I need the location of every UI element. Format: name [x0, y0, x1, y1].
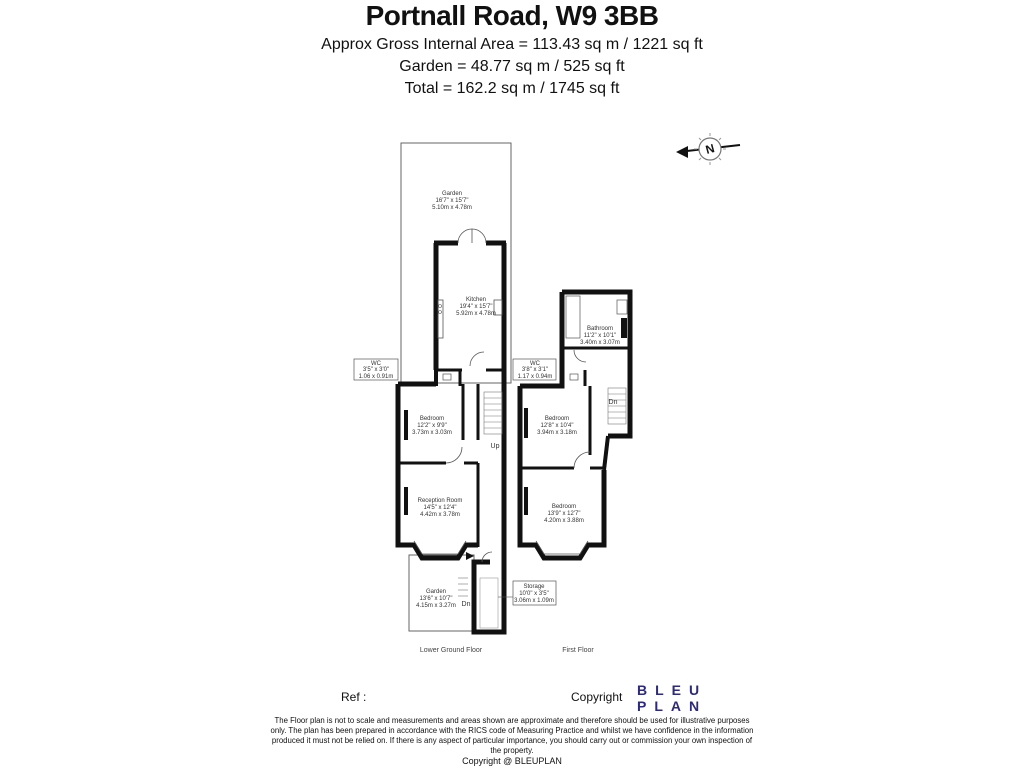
room-label-text: 1.06 x 0.91m	[358, 374, 394, 380]
room-label-text: 5.10m x 4.78m	[432, 205, 472, 211]
floor-label-first: First Floor	[562, 647, 594, 654]
room-label-text: Garden	[441, 191, 463, 197]
room-label-text: 3.73m x 3.03m	[412, 430, 452, 436]
room-label-text: 3.40m x 3.07m	[580, 340, 620, 346]
property-title: Portnall Road, W9 3BB	[365, 0, 659, 31]
room-label-reception	[418, 498, 463, 518]
room-label-text: Bedroom	[551, 504, 577, 510]
room-label-text: 4.15m x 3.27m	[416, 603, 456, 609]
room-label-text: Bedroom	[419, 416, 445, 422]
room-label-text: 11'2" x 10'1"	[583, 333, 617, 339]
room-label-text: 12'8" x 10'4"	[540, 423, 574, 429]
room-label-text: Bedroom	[544, 416, 570, 422]
copyright-bottom: Copyright @ BLEUPLAN	[462, 756, 562, 766]
room-label-text: WC	[371, 361, 381, 367]
ref-label: Ref :	[341, 690, 367, 704]
stairs-up-label: Up	[490, 443, 500, 450]
room-label-text: 12'2" x 9'9"	[417, 423, 447, 429]
stairs-down-label-first: Dn	[608, 399, 618, 406]
room-label-text: 3.94m x 3.18m	[537, 430, 577, 436]
bleuplan-logo	[637, 682, 707, 714]
room-label-text: Garden	[425, 589, 447, 595]
stairs-down-label-lower: Dn	[461, 601, 471, 608]
room-label-text: 3.06m x 1.09m	[514, 598, 554, 604]
room-label-bedroom-first-rear	[537, 416, 577, 436]
north-arrow-icon	[676, 133, 740, 165]
room-label-text: 3'5" x 3'0"	[362, 367, 390, 373]
gross-area-line: Approx Gross Internal Area = 113.43 sq m / 1221 sq ft	[321, 36, 703, 53]
copyright-label: Copyright	[571, 690, 623, 704]
room-label-text: Kitchen	[465, 297, 487, 303]
room-label-text: 13'6" x 10'7"	[419, 596, 453, 602]
room-label-text: Bathroom	[586, 326, 614, 332]
room-label-text: 16'7" x 15'7"	[435, 198, 469, 204]
total-area-line: Total = 162.2 sq m / 1745 sq ft	[404, 80, 620, 97]
room-label-bathroom	[580, 326, 620, 346]
room-label-text: 4.20m x 3.88m	[544, 518, 584, 524]
room-label-text: 4.42m x 3.78m	[420, 512, 460, 518]
logo-line-2: PLAN	[637, 698, 708, 714]
garden-area-line: Garden = 48.77 sq m / 525 sq ft	[399, 58, 625, 75]
room-label-text: 10'0" x 3'5"	[519, 591, 549, 597]
floor-label-lower: Lower Ground Floor	[419, 647, 483, 654]
room-label-text: 13'9" x 12'7"	[547, 511, 581, 517]
room-label-text: 1.17 x 0.94m	[517, 374, 553, 380]
room-label-text: 3'8" x 3'1"	[521, 367, 549, 373]
logo-line-1: BLEU	[637, 682, 708, 698]
room-label-text: WC	[530, 361, 540, 367]
rear-garden-outline	[401, 143, 511, 383]
room-label-text: Reception Room	[417, 498, 463, 504]
compass-letter: N	[704, 141, 716, 157]
room-label-text: 5.92m x 4.78m	[456, 311, 496, 317]
room-label-text: Storage	[523, 584, 545, 590]
room-label-text: 14'5" x 12'4"	[423, 505, 457, 511]
room-label-bedroom-lower	[412, 416, 452, 436]
disclaimer-text: The Floor plan is not to scale and measurements and areas shown are approximate and therefore should be used for illustrative purposes only. The plan has been prepared in accordance with the RICS code of Measuring Practice and whilst we have confidence in the information produced it must not be relied on. If there is any aspect of particular importance, you should carry out or commission your own inspection of the property.	[270, 716, 754, 755]
room-label-text: 19'4" x 15'7"	[459, 304, 493, 310]
room-label-bedroom-first-front	[544, 504, 584, 524]
